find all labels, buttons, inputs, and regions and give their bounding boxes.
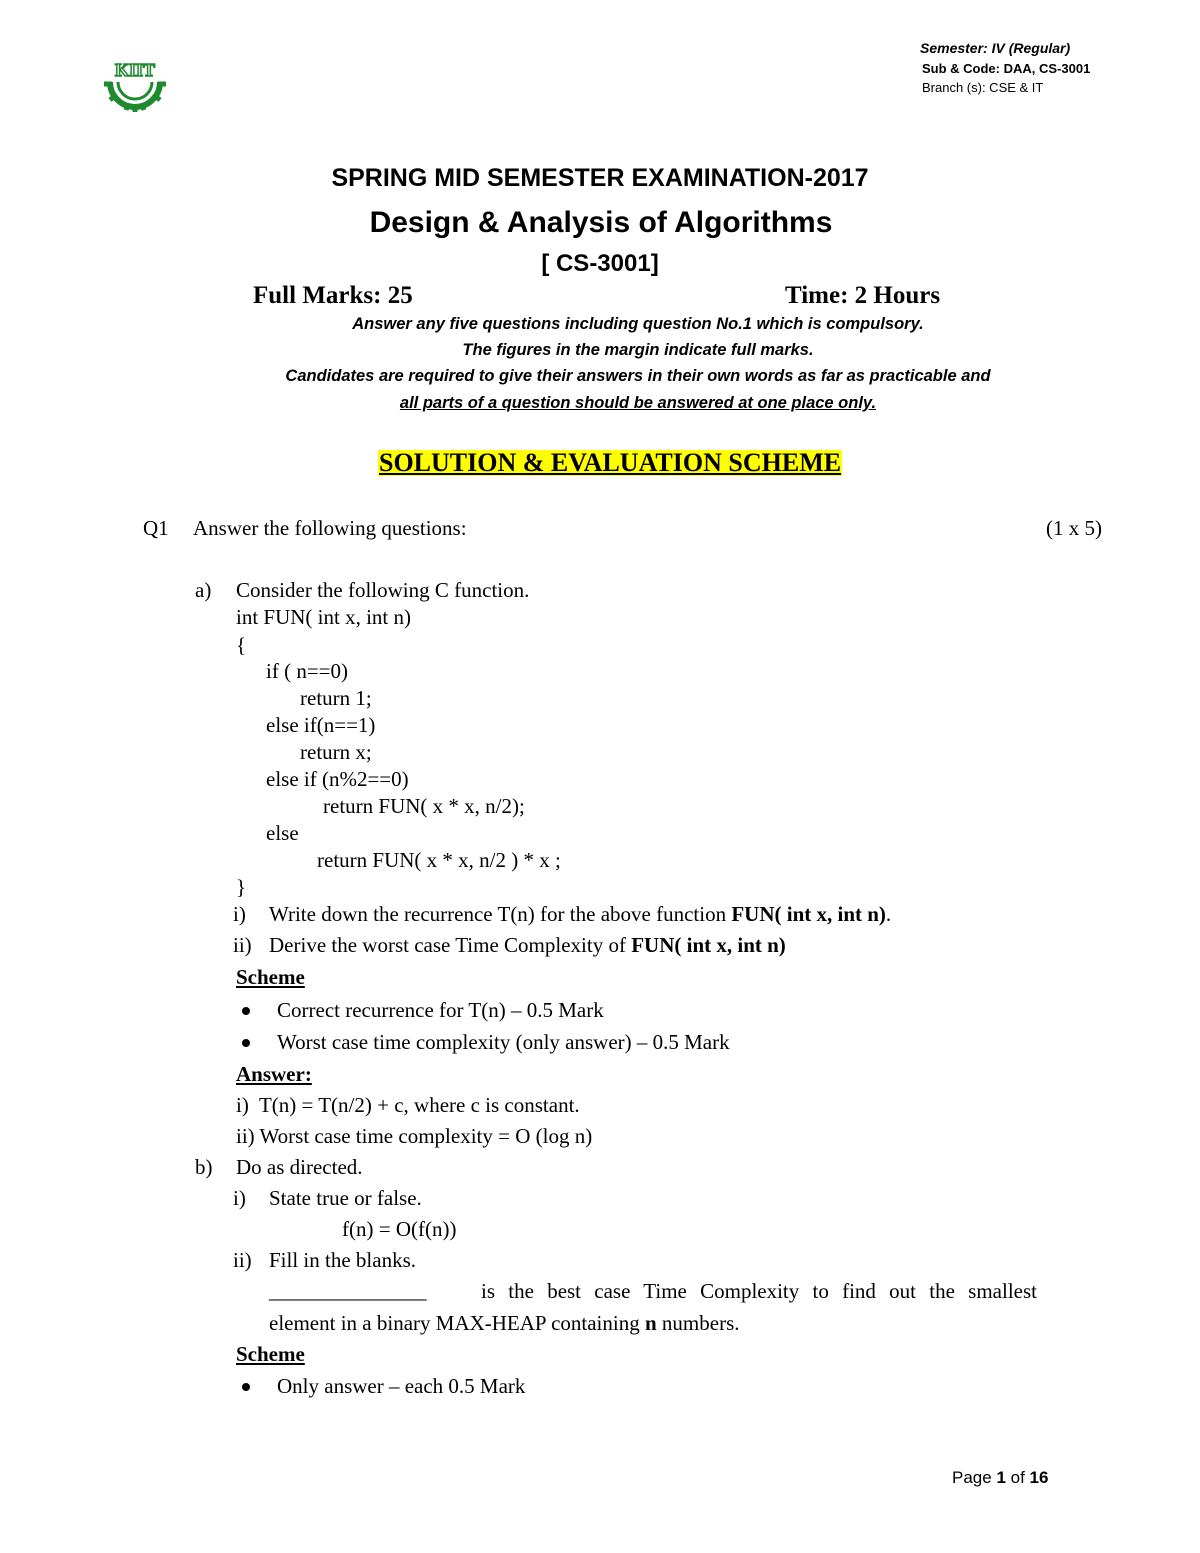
code-line: else if(n==1) xyxy=(266,713,376,737)
kiit-logo xyxy=(100,56,170,112)
code-line: return x; xyxy=(300,740,372,764)
fill-blank-line xyxy=(269,1281,1037,1302)
blank: _______________ xyxy=(269,1279,427,1303)
qb-text: Do as directed. xyxy=(236,1155,363,1179)
qb-scheme-heading: Scheme xyxy=(236,1342,305,1366)
qb-i-text: State true or false. xyxy=(269,1186,422,1210)
fill-text-2b: n xyxy=(644,1311,657,1335)
code-line: { xyxy=(236,633,247,657)
scheme-item: Only answer – each 0.5 Mark xyxy=(277,1374,526,1398)
fill-text-2a: element in a binary MAX-HEAP containing xyxy=(269,1311,645,1335)
qa-i-plain: Write down the recurrence T(n) for the above function xyxy=(269,902,732,926)
page-of: of xyxy=(1005,1468,1030,1487)
fill-blank-line-2 xyxy=(269,1313,740,1334)
instruction-2: The figures in the margin indicate full marks. xyxy=(462,341,814,359)
qa-i-label: i) xyxy=(233,902,246,926)
svg-text:KIIT: KIIT xyxy=(114,60,156,80)
code-line: return FUN( x * x, n/2); xyxy=(323,794,525,818)
q1-text: Answer the following questions: xyxy=(193,516,467,540)
fill-text: is the best case Time Complexity to find out the smallest xyxy=(481,1279,1037,1303)
code-line: return FUN( x * x, n/2 ) * x ; xyxy=(317,848,561,872)
qa-i-bold: FUN( int x, int n) xyxy=(731,902,886,926)
page-current: 1 xyxy=(996,1468,1006,1487)
course-code: [ CS-3001] xyxy=(541,250,659,277)
scheme-item: Worst case time complexity (only answer) – 0.5 Mark xyxy=(277,1030,730,1054)
bullet-icon xyxy=(242,1039,250,1047)
qa-answer-heading: Answer: xyxy=(236,1062,312,1086)
subject-title: Design & Analysis of Algorithms xyxy=(369,206,833,239)
q1-number: Q1 xyxy=(143,516,169,540)
instruction-1: Answer any five questions including question No.1 which is compulsory. xyxy=(352,315,924,333)
qb-i-label: i) xyxy=(233,1186,246,1210)
solution-scheme-heading: SOLUTION & EVALUATION SCHEME xyxy=(379,448,842,477)
qa-ii-text xyxy=(269,935,786,956)
qb-ii-label: ii) xyxy=(233,1248,252,1272)
qa-ii-bold: FUN( int x, int n) xyxy=(631,933,786,957)
code-line: if ( n==0) xyxy=(266,659,349,683)
subject-code-label: Sub & Code: DAA, CS-3001 xyxy=(922,61,1091,76)
code-line: int FUN( int x, int n) xyxy=(236,605,412,629)
scheme-item: Correct recurrence for T(n) – 0.5 Mark xyxy=(277,998,604,1022)
qa-i-end: . xyxy=(885,902,892,926)
semester-label: Semester: IV (Regular) xyxy=(920,40,1071,56)
page-total: 16 xyxy=(1029,1468,1049,1487)
qa-i-text xyxy=(269,904,891,925)
page-prefix: Page xyxy=(952,1468,997,1487)
qb-i-expression: f(n) = O(f(n)) xyxy=(342,1217,457,1241)
time-allowed: Time: 2 Hours xyxy=(785,282,941,309)
code-line: else if (n%2==0) xyxy=(266,767,409,791)
bullet-icon xyxy=(242,1007,250,1015)
q1-marks: (1 x 5) xyxy=(1046,516,1102,540)
qb-label: b) xyxy=(195,1155,213,1179)
qa-ii-label: ii) xyxy=(233,933,252,957)
code-line: else xyxy=(266,821,299,845)
page-number xyxy=(952,1469,1048,1486)
qa-label: a) xyxy=(195,578,212,602)
fill-text-2c: numbers. xyxy=(656,1311,740,1335)
instruction-4: all parts of a question should be answered at one place only. xyxy=(399,394,877,412)
answer-line: i) T(n) = T(n/2) + c, where c is constant. xyxy=(236,1093,580,1117)
qa-scheme-heading: Scheme xyxy=(236,965,305,989)
exam-title: SPRING MID SEMESTER EXAMINATION-2017 xyxy=(331,164,869,192)
code-line: } xyxy=(236,875,247,899)
instruction-3: Candidates are required to give their answers in their own words as far as practicable and xyxy=(285,367,991,385)
branch-label: Branch (s): CSE & IT xyxy=(922,80,1044,95)
answer-line: ii) Worst case time complexity = O (log n) xyxy=(236,1124,593,1148)
full-marks: Full Marks: 25 xyxy=(253,282,413,309)
qb-ii-text: Fill in the blanks. xyxy=(269,1248,416,1272)
code-line: return 1; xyxy=(300,686,372,710)
bullet-icon xyxy=(242,1383,250,1391)
qa-ii-plain: Derive the worst case Time Complexity of xyxy=(269,933,632,957)
qa-text: Consider the following C function. xyxy=(236,578,530,602)
